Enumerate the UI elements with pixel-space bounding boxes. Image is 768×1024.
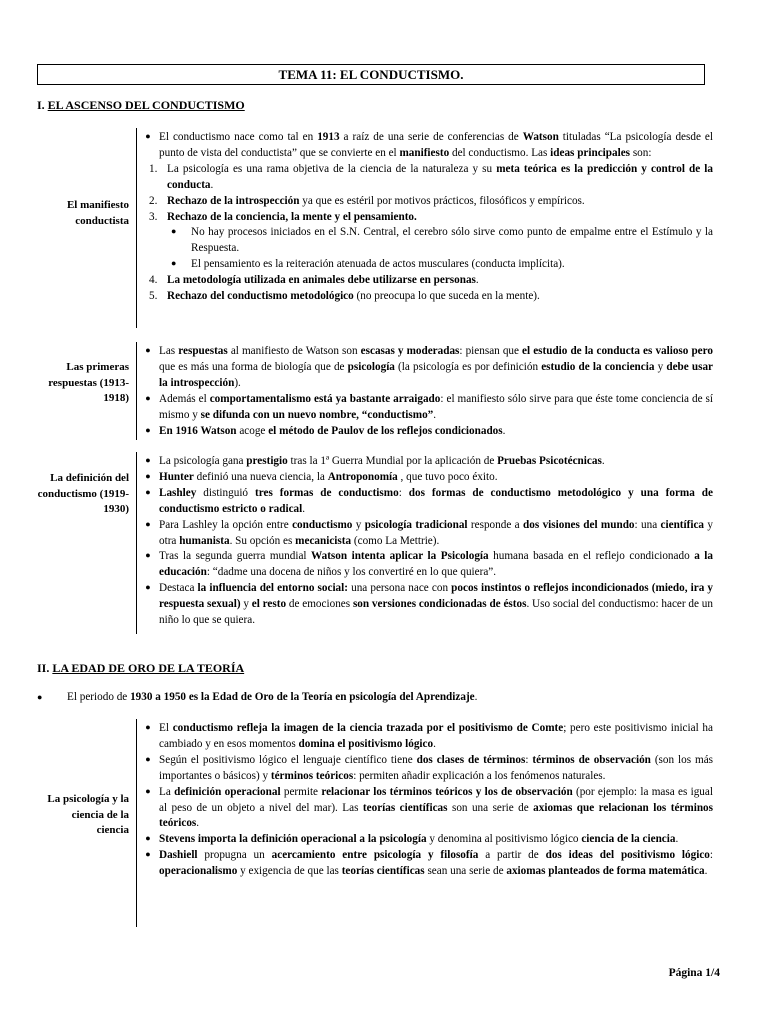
text-run: y otra	[159, 518, 714, 547]
text-run: comportamentalismo está ya bastante arraigado	[209, 392, 441, 405]
text-run: El pensamiento es la reiteración atenuada de actos musculares (conducta implícita).	[191, 258, 565, 271]
bullet-icon: ●	[37, 692, 43, 702]
text-run: : el manifiesto sólo sirve para que éste tome conciencia de sí mismo y	[159, 392, 714, 421]
text-run: .	[704, 865, 708, 878]
text-run: responde a	[467, 518, 524, 531]
bullet-icon: ●	[145, 753, 151, 764]
text-run: prestigio	[246, 455, 288, 467]
text-run: . Uso social del conductismo: hacer de un niño lo que se quiera.	[159, 598, 713, 627]
text-run: mecanicista	[295, 534, 352, 547]
text-run: el método de Paulov de los reflejos condicionados	[268, 424, 503, 437]
text-run: de emociones	[286, 598, 353, 611]
text-run: conductismo	[292, 518, 353, 531]
text-run: una persona nace con	[347, 582, 452, 595]
text-run: científica	[660, 518, 705, 531]
bullet-icon: ●	[145, 833, 151, 844]
text-run: .	[675, 833, 679, 846]
divider	[136, 452, 137, 634]
text-run: el resto	[251, 598, 287, 611]
text-run: . Su opción es	[229, 534, 296, 547]
list-item	[141, 130, 713, 162]
text-run: términos teóricos	[270, 769, 354, 782]
text-run: y	[240, 598, 252, 611]
text-run: La psicología es una rama objetiva de la ciencia de la naturaleza y su	[167, 162, 497, 175]
block-primeras-respuestas	[37, 342, 713, 440]
block-manifiesto	[37, 128, 713, 328]
text-run: Tras la segunda guerra mundial	[159, 550, 312, 563]
list-item: 1. La psicología es una rama objetiva de la ciencia de la naturaleza y su meta teórica es la predicción y control de la conducta.	[149, 162, 713, 191]
list-item	[141, 470, 713, 486]
text-run: Antroponomía	[327, 470, 398, 483]
list-item	[141, 486, 713, 518]
text-run: Destaca	[159, 582, 198, 595]
text-run: dos formas de conductismo metodológico y una forma de conductismo estricto o radical	[159, 486, 713, 515]
text-run: a partir de	[478, 849, 546, 862]
text-run: (no preocupa lo que suceda en la mente).	[353, 290, 540, 303]
text-run: sean una serie de	[424, 865, 507, 878]
text-run: Watson	[522, 131, 559, 143]
text-run: :	[709, 849, 713, 862]
text-run: .	[196, 817, 200, 830]
text-run: meta teórica es la predicción y control de la conducta	[167, 162, 713, 191]
divider	[136, 719, 137, 927]
text-run: 1913	[317, 131, 340, 143]
text-run: tres formas de conductismo	[254, 486, 399, 499]
text-run: al manifiesto de Watson son	[227, 345, 361, 357]
list-item	[141, 424, 713, 440]
text-run: escasas y moderadas	[360, 345, 460, 357]
text-run: ideas principales	[550, 146, 631, 159]
text-run: Para Lashley la opción entre	[159, 518, 293, 531]
text-run: el estudio de la conducta es valioso pero	[522, 345, 713, 357]
text-run: El periodo de	[67, 691, 131, 703]
text-run: Watson intenta aplicar la Psicología	[311, 550, 489, 563]
text-run: : permiten añadir explicación a los fenómenos naturales.	[353, 769, 606, 782]
text-run: y denomina al positivismo lógico	[426, 833, 582, 846]
text-run: conductismo refleja la imagen de la ciencia trazada por el positivismo de Comte	[172, 722, 564, 734]
list-item: 5. Rechazo del conductismo metodológico (no preocupa lo que suceda en la mente).	[149, 290, 540, 303]
text-run: .	[475, 274, 479, 287]
text-run: ).	[234, 376, 241, 389]
text-run: Rechazo de la conciencia, la mente y el pensamiento.	[167, 210, 417, 223]
text-run: : piensan que	[459, 345, 523, 357]
page-number: Página 1/4	[668, 967, 720, 979]
text-run: psicología	[347, 360, 395, 373]
divider	[136, 128, 137, 328]
text-run: a raíz de una serie de conferencias de	[339, 131, 523, 143]
text-run: Rechazo del conductismo metodológico	[167, 290, 354, 303]
text-run: distinguió	[196, 486, 255, 499]
bullet-icon: ●	[145, 582, 151, 593]
text-run: : “dadme una docena de niños y los convertiré en lo que quiera”.	[206, 566, 497, 579]
list-item	[141, 344, 713, 392]
list-item: 2. Rechazo de la introspección ya que es estéril por motivos prácticos, filosóficos y empíricos.	[149, 194, 585, 207]
block-definicion	[37, 452, 713, 634]
text-run: humanista	[179, 534, 230, 547]
list-item	[141, 225, 713, 257]
text-run: teorías científicas	[341, 865, 425, 878]
text-run: psicología tradicional	[364, 518, 468, 531]
bullet-icon: ●	[145, 849, 151, 860]
bullet-icon: ●	[145, 455, 151, 465]
bullet-icon: ●	[145, 550, 151, 561]
bullet-icon: ●	[145, 470, 151, 481]
text-run: definición operacional	[174, 785, 281, 798]
text-run: La	[159, 785, 175, 798]
text-run: se difunda con un nuevo nombre, “conductismo”	[200, 408, 434, 421]
text-run: respuestas	[178, 345, 228, 357]
text-run: (por ejemplo: la masa es igual al peso de un objeto a nivel del mar). Las	[159, 785, 713, 814]
text-run: , que tuvo poco éxito.	[397, 470, 498, 483]
text-run: relacionar los términos teóricos y los de observación	[321, 785, 573, 798]
bullet-icon: ●	[145, 345, 151, 355]
text-run: propugna un	[197, 849, 272, 862]
text-run: (como La Mettrie).	[351, 534, 440, 547]
list-item	[141, 848, 713, 880]
list-item: 4. La metodología utilizada en animales debe utilizarse en personas.	[149, 274, 479, 287]
text-run: estudio de la conciencia	[541, 360, 655, 373]
text-run: ; pero este positivismo inicial ha cambiado y en esos momentos	[159, 722, 713, 750]
text-run: .	[210, 178, 214, 191]
list-item	[141, 257, 713, 273]
text-run: El	[159, 722, 173, 734]
list-item	[141, 549, 713, 581]
bullet-icon: ●	[145, 131, 151, 141]
text-run: Dashiell	[159, 849, 198, 862]
text-run: acercamiento entre psicología y filosofía	[271, 849, 479, 862]
text-run: .	[601, 455, 605, 467]
text-run: (la psicología es por definición	[394, 360, 542, 373]
text-run: El conductismo nace como tal en	[159, 131, 318, 143]
list-item	[141, 581, 713, 629]
block-label: La psicología y la ciencia de la ciencia	[47, 793, 129, 837]
text-run: son:	[630, 146, 652, 159]
text-run: 1930 a 1950 es la Edad de Oro de la Teoría en psicología del Aprendizaje	[130, 691, 475, 703]
block-label: La definición del conductismo (1919-1930)	[37, 472, 129, 516]
text-run: ciencia de la ciencia	[581, 833, 676, 846]
list-item	[141, 785, 713, 833]
section-heading-2	[37, 660, 244, 677]
text-run: Además el	[159, 392, 210, 405]
text-run: :	[525, 753, 533, 766]
text-run: son versiones condicionadas de éstos	[352, 598, 527, 611]
list-item	[141, 454, 713, 470]
text-run: La psicología gana	[159, 455, 247, 467]
text-run: .	[502, 424, 506, 437]
text-run: Según el positivismo lógico el lenguaje científico tiene	[159, 753, 417, 766]
text-run: teorías científicas	[362, 801, 448, 814]
bullet-icon: ●	[145, 392, 151, 403]
text-run: humana basada en el reflejo condicionado	[488, 550, 695, 563]
text-run: manifiesto	[399, 146, 450, 159]
bullet-icon: ●	[145, 518, 151, 529]
list-item	[141, 518, 713, 550]
text-run: axiomas planteados de forma matemática	[506, 865, 705, 878]
section-title: EL ASCENSO DEL CONDUCTISMO	[47, 98, 245, 112]
text-run: definió una nueva ciencia, la	[193, 470, 328, 483]
list-item	[141, 392, 713, 424]
text-run: acoge	[236, 424, 269, 437]
text-run: operacionalismo	[159, 865, 238, 878]
text-run: permite	[280, 785, 322, 798]
text-run: debe usar la introspección	[159, 360, 714, 389]
divider	[136, 342, 137, 440]
page-title: TEMA 11: EL CONDUCTISMO.	[37, 64, 705, 85]
text-run: .	[433, 408, 437, 421]
text-run: dos clases de términos	[416, 753, 526, 766]
text-run: : una	[634, 518, 661, 531]
list-item	[141, 832, 713, 848]
bullet-icon: ●	[145, 785, 151, 796]
bullet-icon: ●	[145, 486, 151, 497]
text-run: .	[474, 691, 478, 703]
block-label: El manifiesto conductista	[66, 199, 129, 227]
text-run: son una serie de	[447, 801, 534, 814]
section-number: I.	[37, 98, 45, 112]
section-number: II.	[37, 661, 50, 675]
bullet-icon: ●	[145, 424, 151, 435]
text-run: pocos instintos o reflejos incondicionados (miedo, ira y respuesta sexual)	[159, 582, 713, 611]
bullet-icon: ●	[171, 258, 177, 269]
text-run: En 1916 Watson	[159, 424, 237, 437]
text-run: Pruebas Psicotécnicas	[497, 455, 602, 467]
text-run: No hay procesos iniciados en el S.N. Central, el cerebro sólo sirve como punto de empalme entre el Estímulo y la Respuesta.	[191, 226, 713, 255]
text-run: y	[352, 518, 365, 531]
text-run: tras la 1ª Guerra Mundial por la aplicación de	[287, 455, 498, 467]
text-run: la influencia del entorno social:	[197, 582, 348, 595]
text-run: Stevens importa la definición operacional a la psicología	[159, 833, 427, 846]
text-run: domina el positivismo lógico	[298, 737, 434, 750]
text-run: dos visiones del mundo	[523, 518, 635, 531]
text-run: a la educación	[159, 550, 713, 579]
block-label: Las primeras respuestas (1913-1918)	[48, 361, 129, 405]
text-run: tituladas “La psicología desde el punto de vista del conductista” que se convierte en el	[159, 131, 714, 159]
text-run: .	[302, 502, 306, 515]
text-run: Hunter	[159, 470, 194, 483]
block-ciencia	[37, 719, 713, 927]
text-run: :	[398, 486, 409, 499]
text-run: .	[433, 737, 436, 750]
list-item: 3. Rechazo de la conciencia, la mente y el pensamiento.	[149, 210, 417, 223]
text-run: que es más una forma de biología que de	[159, 360, 348, 373]
bullet-icon: ●	[171, 226, 177, 237]
text-run: dos ideas del positivismo lógico	[545, 849, 710, 862]
text-run: (son los más importantes o básicos) y	[159, 753, 714, 782]
section-title: LA EDAD DE ORO DE LA TEORÍA	[52, 661, 245, 675]
text-run: términos de observación	[532, 753, 651, 766]
intro-item	[37, 690, 713, 706]
list-item	[141, 753, 713, 785]
text-run: Rechazo de la introspección	[167, 194, 300, 207]
text-run: Las	[159, 345, 179, 357]
text-run: La metodología utilizada en animales debe utilizarse en personas	[167, 274, 476, 287]
text-run: y exigencia de que las	[237, 865, 342, 878]
text-run: axiomas que relacionan los términos teóricos	[159, 801, 713, 830]
bullet-icon: ●	[145, 722, 151, 732]
text-run: Lashley	[159, 486, 197, 499]
text-run: y	[654, 360, 667, 373]
text-run: del conductismo. Las	[449, 146, 551, 159]
list-item	[141, 721, 713, 753]
text-run: ya que es estéril por motivos prácticos, filosóficos y empíricos.	[299, 194, 585, 207]
section-heading-1	[37, 97, 245, 114]
